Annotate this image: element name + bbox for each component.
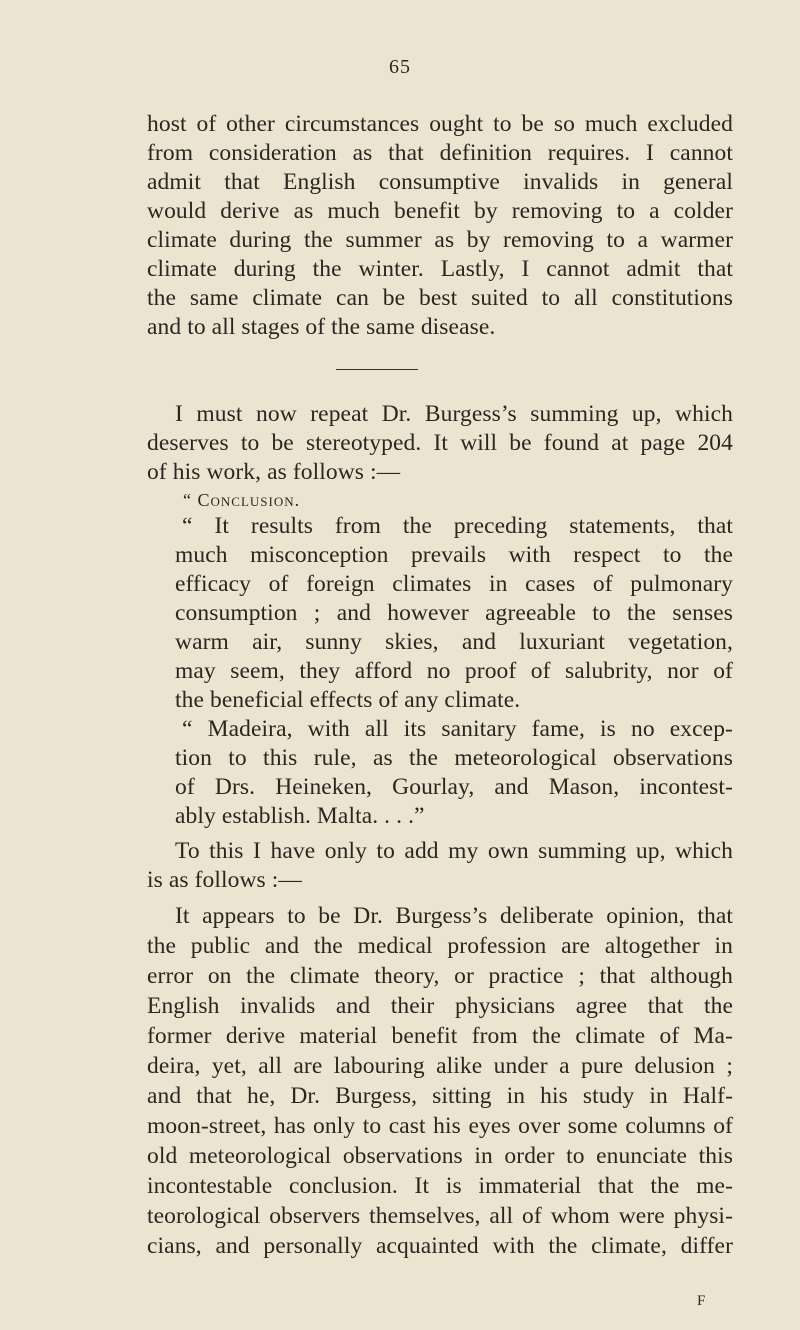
text-line: deira, yet, all are labouring alike under a pure delusion ; <box>147 1053 733 1079</box>
quoted-line: “ It results from the preceding statements, that <box>182 513 733 539</box>
quoted-line: much misconception prevails with respect to the <box>175 542 733 568</box>
quoted-line: of Drs. Heineken, Gourlay, and Mason, incontest- <box>175 774 733 800</box>
text-line: It appears to be Dr. Burgess’s deliberate opinion, that <box>175 903 733 929</box>
text-line: teorological observers themselves, all of whom were physi- <box>147 1203 733 1229</box>
text-line: admit that English consumptive invalids in general <box>147 169 733 195</box>
signature-mark: F <box>697 1293 707 1309</box>
quoted-line: tion to this rule, as the meteorological observations <box>175 745 733 771</box>
text-line: English invalids and their physicians agree that the <box>147 993 733 1019</box>
text-line: the same climate can be best suited to all constitutions <box>147 285 733 311</box>
text-line: the public and the medical profession are altogether in <box>147 933 733 959</box>
quoted-line: the beneficial effects of any climate. <box>175 687 521 713</box>
quoted-line: efficacy of foreign climates in cases of pulmonary <box>175 571 733 597</box>
page-number: 65 <box>389 56 411 78</box>
quoted-line: “ Madeira, with all its sanitary fame, is no excep- <box>182 716 733 742</box>
text-line: moon-street, has only to cast his eyes over some columns of <box>147 1113 733 1139</box>
text-line: error on the climate theory, or practice ; that although <box>147 963 733 989</box>
text-line: climate during the summer as by removing to a warmer <box>147 227 733 253</box>
text-line: and that he, Dr. Burgess, sitting in his study in Half- <box>147 1083 733 1109</box>
quoted-line: ably establish. Malta. . . .” <box>175 803 425 829</box>
text-line: climate during the winter. Lastly, I cannot admit that <box>147 256 733 282</box>
quoted-line: warm air, sunny skies, and luxuriant vegetation, <box>175 629 733 655</box>
text-line: I must now repeat Dr. Burgess’s summing up, which <box>175 401 733 427</box>
text-line: would derive as much benefit by removing to a colder <box>147 198 733 224</box>
quoted-line: consumption ; and however agreeable to the senses <box>175 600 733 626</box>
text-line: is as follows :— <box>147 867 303 893</box>
text-line: from consideration as that definition requires. I cannot <box>147 140 733 166</box>
text-line: of his work, as follows :— <box>147 459 401 485</box>
text-line: cians, and personally acquainted with the climate, differ <box>147 1233 733 1259</box>
text-line: deserves to be stereotyped. It will be found at page 204 <box>147 430 733 456</box>
quoted-line: may seem, they afford no proof of salubrity, nor of <box>175 658 733 684</box>
text-line: host of other circumstances ought to be so much excluded <box>147 111 733 137</box>
text-line: and to all stages of the same disease. <box>147 314 496 340</box>
text-line: old meteorological observations in order to enunciate this <box>147 1143 733 1169</box>
quotation-heading: “ Conclusion. <box>183 490 301 510</box>
section-divider <box>336 369 418 370</box>
text-line: former derive material benefit from the climate of Ma- <box>147 1023 733 1049</box>
text-line: To this I have only to add my own summing up, which <box>175 838 733 864</box>
text-line: incontestable conclusion. It is immaterial that the me- <box>147 1173 733 1199</box>
